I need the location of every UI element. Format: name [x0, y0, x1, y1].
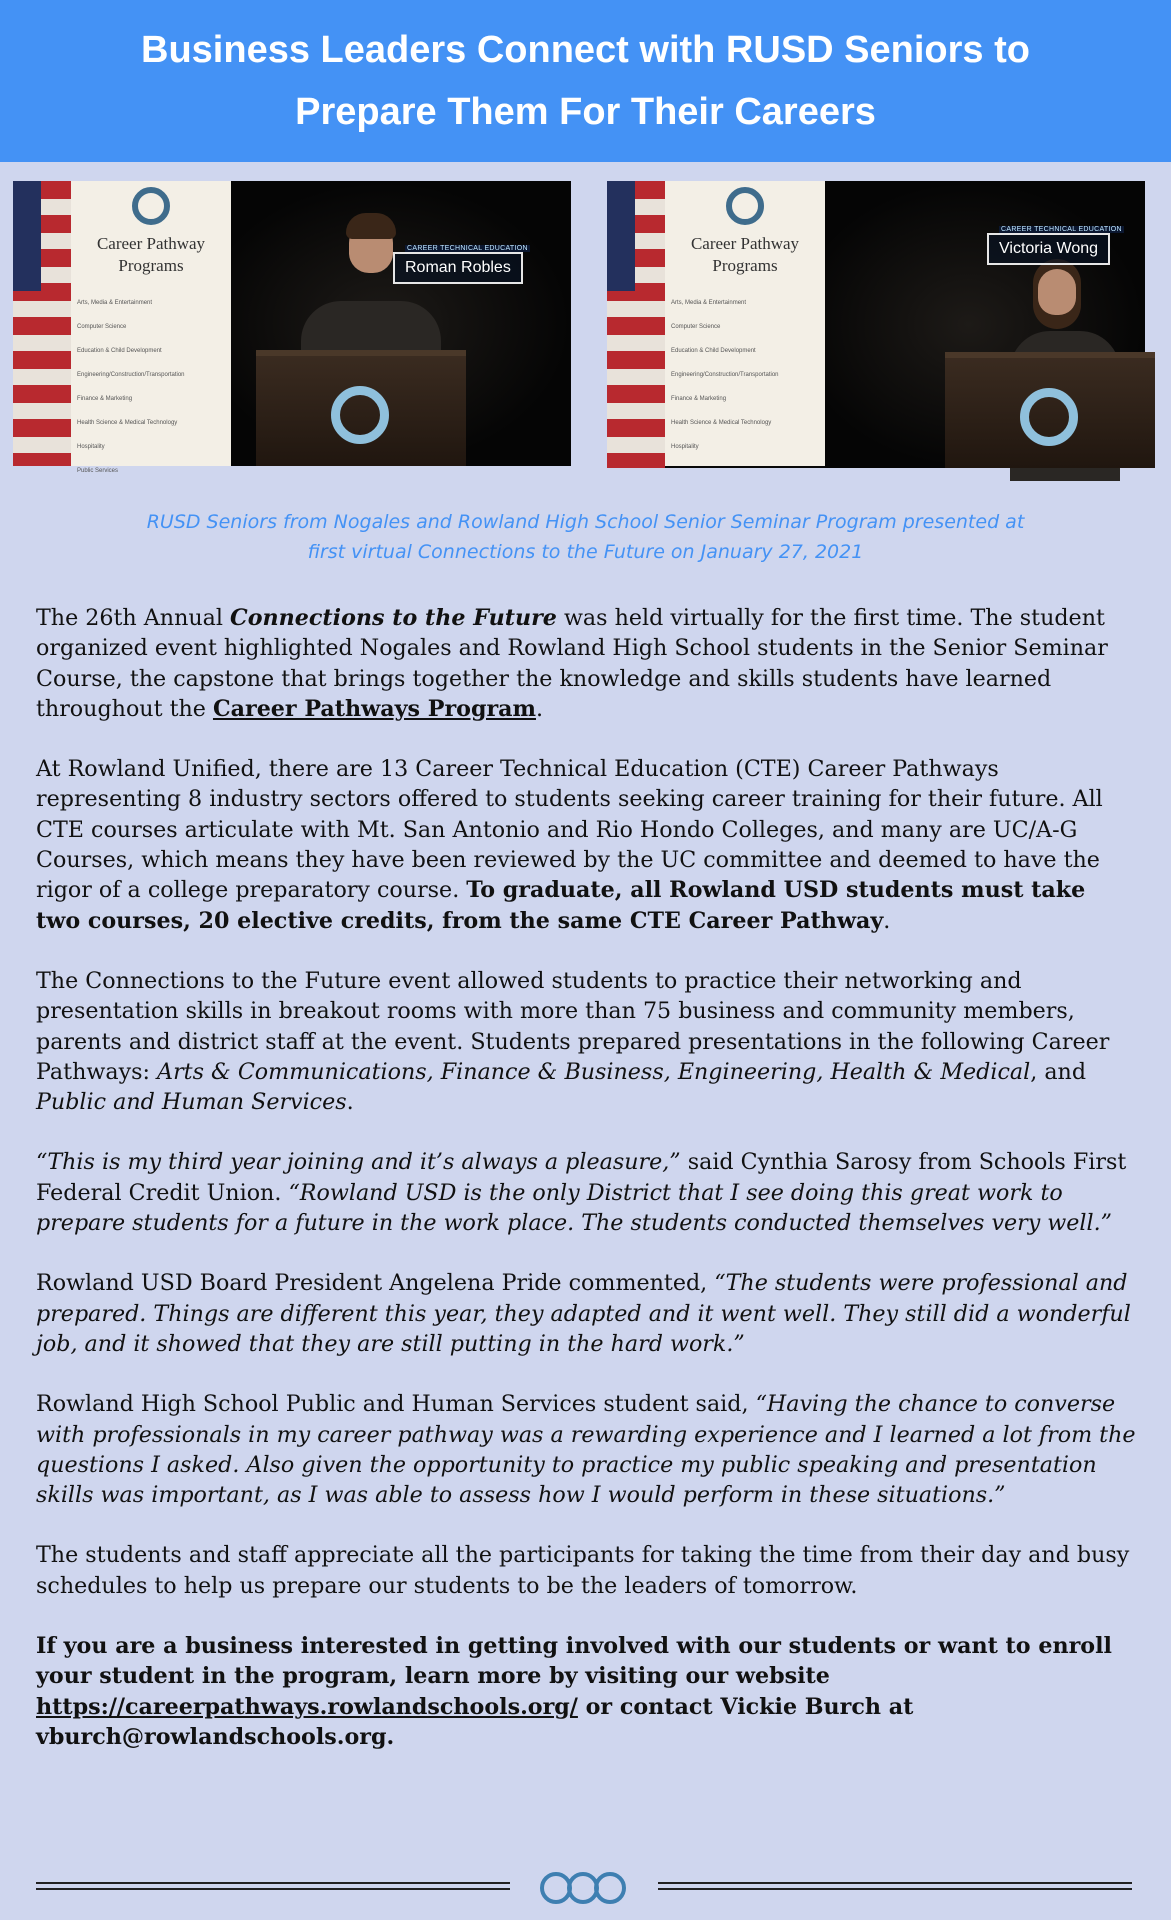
banner-item: Education & Child Development [77, 348, 162, 354]
text: said Cynthia Sarosy from Schools First Federal Credit Union. [36, 1149, 1127, 1206]
photo-victoria-wong [607, 181, 1145, 468]
quote: “The students were professional and prepared. Things are different this year, they adapted and it went well. They still did a wonderful job, and it showed that they are still putting in the hard work.” [36, 1270, 1131, 1357]
text: was held virtually for the first time. The student organized event highlighted Nogales and Rowland High School students in the Senior Seminar Course, the capstone that brings together the knowledge and skills students have learned throughout the [36, 605, 1108, 722]
text: The students and staff appreciate all the participants for taking the time from their day and busy schedules to help us prepare our students to be the leaders of tomorrow. [36, 1542, 1130, 1599]
paragraph-quote-pride [36, 1268, 1136, 1359]
title-line-1: Business Leaders Connect with RUSD Seniors to [141, 29, 1030, 71]
footer-divider [36, 1873, 1132, 1903]
speaker-hair [346, 213, 396, 239]
text: The 26th Annual [36, 605, 231, 631]
paragraph-quote-student [36, 1389, 1136, 1510]
stage-background [231, 181, 571, 466]
paragraph-cte [36, 754, 1136, 936]
career-pathways-link[interactable]: Career Pathways Program [212, 695, 536, 722]
text: . [346, 1089, 354, 1116]
rusd-logo-icon [726, 187, 764, 225]
text: Rowland High School Public and Human Services student said, [36, 1391, 756, 1418]
text: The Connections to the Future event allowed students to practice their networking and presentation skills in breakout rooms with more than 75 business and community members, parents and district staff at the event. Students prepared presentations in the following Career Pathways: [36, 967, 1110, 1085]
banner-item: Hospitality [77, 444, 105, 450]
banner-list [71, 291, 231, 483]
text: If you are a business interested in getting involved with our students or want to enroll your student in the program, learn more by visiting our website [36, 1633, 1112, 1690]
pathway-public-services: Public and Human Services [36, 1089, 347, 1116]
graduation-requirement: To graduate, all Rowland USD students must take two courses, 20 elective credits, from the same CTE Career Pathway [36, 877, 1086, 934]
banner-item: Finance & Marketing [77, 396, 133, 402]
banner-item: Arts, Media & Entertainment [671, 300, 747, 306]
text: At Rowland Unified, there are 13 Career Technical Education (CTE) Career Pathways representing 8 industry sectors offered to students seeking career training for their future. All CTE courses articulate with Mt. San Antonio and Rio Hondo Colleges, and many are UC/A-G Courses, which means they have been reviewed by the UC committee and deemed to have the rigor of a college preparatory course. [36, 756, 1103, 904]
title-line-2: Prepare Them For Their Careers [295, 91, 876, 133]
text: . [536, 695, 544, 722]
name-tag-caption: CAREER TECHNICAL EDUCATION [407, 245, 528, 252]
banner-item: Computer Science [671, 324, 721, 330]
website-link[interactable]: https://careerpathways.rowlandschools.org/ [36, 1693, 578, 1720]
flag-graphic [13, 181, 71, 466]
banner-item: Public Services [77, 468, 119, 474]
podium-logo-icon [1020, 388, 1078, 446]
banner-item: Computer Science [77, 324, 127, 330]
banner-item: Education & Child Development [671, 348, 756, 354]
text: or contact Vickie Burch at vburch@rowlandschools.org. [36, 1693, 914, 1750]
page-title [86, 19, 1086, 143]
text: , and [1030, 1058, 1087, 1085]
photo-roman-robles [13, 181, 571, 474]
paragraph-contact [36, 1631, 1136, 1752]
quote: “This is my third year joining and it’s always a pleasure,” [36, 1149, 681, 1176]
divider-line-left [36, 1882, 510, 1890]
rings-logo-icon [536, 1870, 630, 1906]
paragraph-event [36, 966, 1136, 1117]
paragraph-quote-sarosy [36, 1147, 1136, 1238]
header-banner [0, 0, 1171, 162]
speaker-name: Roman Robles [405, 259, 511, 276]
quote: “Having the chance to converse with professionals in my career pathway was a rewarding experience and I learned a lot from the questions I asked. Also given the opportunity to practice my public speaking and presentation skills was important, as I was able to assess how I would perform in these situations.” [36, 1391, 1136, 1509]
banner-item: Engineering/Construction/Transportation [671, 372, 779, 378]
career-pathway-banner [71, 181, 231, 474]
banner-title: Career Pathway Programs [96, 234, 206, 275]
caption-line-1: RUSD Seniors from Nogales and Rowland High School Senior Seminar Program presented at [146, 511, 1025, 533]
name-tag-caption: CAREER TECHNICAL EDUCATION [1001, 226, 1122, 233]
speaker-name: Victoria Wong [999, 240, 1099, 257]
podium-logo-icon [331, 386, 389, 444]
name-tag [393, 245, 528, 284]
text: . [883, 907, 891, 934]
banner-item: Health Science & Medical Technology [77, 420, 178, 426]
pathway-list: Arts & Communications, Finance & Business, Engineering, Health & Medical [157, 1058, 1031, 1085]
photo-caption [95, 507, 1076, 567]
banner-item: Engineering/Construction/Transportation [77, 372, 185, 378]
rusd-logo-icon [132, 187, 170, 225]
banner-item: Hospitality [671, 444, 699, 450]
name-tag [987, 226, 1122, 265]
quote: “Rowland USD is the only District that I see doing this great work to prepare students for a future in the work place. The students conducted themselves very well.” [36, 1179, 1113, 1237]
caption-line-2: first virtual Connections to the Future on January 27, 2021 [307, 541, 864, 563]
banner-list [665, 291, 825, 459]
article-body [36, 603, 1136, 1782]
banner-title: Career Pathway Programs [690, 234, 800, 275]
career-pathway-banner [665, 181, 825, 466]
paragraph-intro [36, 603, 1136, 724]
speaker-head [1038, 269, 1076, 315]
event-name: Connections to the Future [230, 605, 557, 631]
text: Rowland USD Board President Angelena Pride commented, [36, 1270, 715, 1297]
banner-item: Health Science & Medical Technology [671, 420, 772, 426]
divider-line-right [658, 1882, 1132, 1890]
banner-item: Finance & Marketing [671, 396, 727, 402]
stage-background [825, 181, 1145, 468]
banner-item: Arts, Media & Entertainment [77, 300, 153, 306]
flag-graphic [607, 181, 665, 468]
paragraph-thanks [36, 1540, 1136, 1601]
